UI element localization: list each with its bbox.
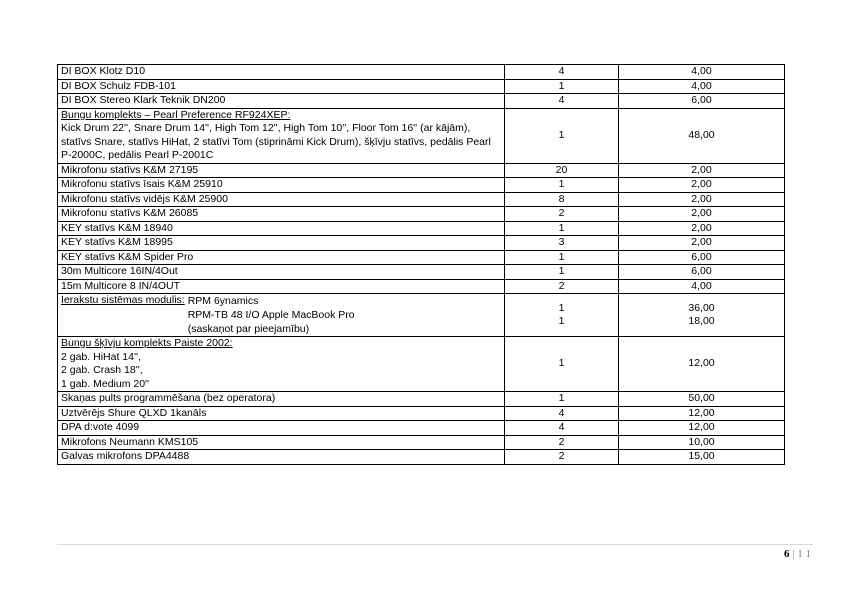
item-qty: 1 <box>505 392 619 407</box>
item-qty: 4 <box>505 94 619 109</box>
item-qty: 2 <box>505 450 619 465</box>
item-price: 2,00 <box>619 163 785 178</box>
item-price: 2,00 <box>619 207 785 222</box>
equipment-table <box>57 64 785 465</box>
item-name: DI BOX Stereo Klark Teknik DN200 <box>58 94 505 109</box>
item-qty: 4 <box>505 406 619 421</box>
drum-kit-description: Kick Drum 22'', Snare Drum 14'', High Tom 12'', High Tom 10'', Floor Tom 16'' (ar kājām), statīvs Snare, statīvs HiHat, 2 statīvi Tom (stiprināmi Kick Drum), šķīvju statīvs, pedālis Pearl P-2000C, pedālis Pearl P-2001C <box>61 122 491 161</box>
table-row <box>58 250 785 265</box>
item-name: Mikrofonu statīvs K&M 26085 <box>58 207 505 222</box>
item-qty: 2 <box>505 435 619 450</box>
item-price: 15,00 <box>619 450 785 465</box>
cymbals-line: 2 gab. Crash 18'', <box>61 364 143 376</box>
recording-model-1: RPM 6ynamics <box>187 295 259 307</box>
item-name: DI BOX Klotz D10 <box>58 65 505 80</box>
item-qty: 4 <box>505 421 619 436</box>
table-row <box>58 450 785 465</box>
equipment-table-container <box>57 64 785 465</box>
item-name: KEY statīvs K&M Spider Pro <box>58 250 505 265</box>
item-qty: 1 <box>505 221 619 236</box>
item-price: 48,00 <box>619 108 785 163</box>
item-name: Skaņas pults programmēšana (bez operatora) <box>58 392 505 407</box>
table-row <box>58 435 785 450</box>
table-row <box>58 406 785 421</box>
item-price: 50,00 <box>619 392 785 407</box>
item-price: 12,00 <box>619 421 785 436</box>
table-row <box>58 221 785 236</box>
recording-model-2: RPM-TB 48 I/O Apple MacBook Pro <box>187 309 355 321</box>
table-row-drum-kit <box>58 108 785 163</box>
item-qty: 20 <box>505 163 619 178</box>
item-price: 6,00 <box>619 265 785 280</box>
item-qty: 1 <box>505 337 619 392</box>
item-price: 6,00 <box>619 250 785 265</box>
item-price: 2,00 <box>619 192 785 207</box>
recording-qty: 1 1 <box>505 294 619 337</box>
cymbals-line: 2 gab. HiHat 14'', <box>61 350 141 363</box>
item-name: DI BOX Schulz FDB-101 <box>58 79 505 94</box>
table-row <box>58 207 785 222</box>
item-name: Mikrofonu statīvs īsais K&M 25910 <box>58 178 505 193</box>
cymbals-line: 1 gab. Medium 20'' <box>61 377 150 390</box>
item-qty: 1 <box>505 265 619 280</box>
item-price: 12,00 <box>619 337 785 392</box>
cymbals-title: Bungu šķīvju komplekts Paiste 2002: <box>61 337 233 349</box>
page-number <box>784 548 811 560</box>
item-name: Mikrofonu statīvs vidējs K&M 25900 <box>58 192 505 207</box>
item-name: KEY statīvs K&M 18940 <box>58 221 505 236</box>
item-name: 15m Multicore 8 IN/4OUT <box>58 279 505 294</box>
item-qty: 1 <box>505 108 619 163</box>
item-qty: 1 <box>505 250 619 265</box>
item-price: 4,00 <box>619 79 785 94</box>
table-row-cymbals <box>58 337 785 392</box>
recording-price: 36,00 18,00 <box>619 294 785 337</box>
cymbals-cell <box>58 337 505 392</box>
item-price: 2,00 <box>619 178 785 193</box>
item-qty: 2 <box>505 207 619 222</box>
item-qty: 2 <box>505 279 619 294</box>
table-row <box>58 392 785 407</box>
table-row <box>58 192 785 207</box>
item-name: Galvas mikrofons DPA4488 <box>58 450 505 465</box>
item-name: Mikrofonu statīvs K&M 27195 <box>58 163 505 178</box>
recording-label: Ierakstu sistēmas modulis: <box>61 294 185 306</box>
table-row <box>58 236 785 251</box>
item-name: Uztvērējs Shure QLXD 1kanāls <box>58 406 505 421</box>
item-price: 2,00 <box>619 236 785 251</box>
table-row <box>58 163 785 178</box>
item-name: DPA d:vote 4099 <box>58 421 505 436</box>
total-pages: 1 1 <box>797 548 811 560</box>
item-price: 10,00 <box>619 435 785 450</box>
item-price: 6,00 <box>619 94 785 109</box>
item-qty: 4 <box>505 65 619 80</box>
drum-kit-cell <box>58 108 505 163</box>
item-name: KEY statīvs K&M 18995 <box>58 236 505 251</box>
current-page: 6 <box>784 548 790 560</box>
item-price: 2,00 <box>619 221 785 236</box>
table-row <box>58 421 785 436</box>
item-name: Mikrofons Neumann KMS105 <box>58 435 505 450</box>
item-name: 30m Multicore 16IN/4Out <box>58 265 505 280</box>
item-price: 4,00 <box>619 65 785 80</box>
table-row <box>58 265 785 280</box>
drum-kit-title: Bungu komplekts – Pearl Preference RF924XEP: <box>61 108 291 121</box>
page-separator: | <box>792 548 795 560</box>
item-qty: 3 <box>505 236 619 251</box>
table-row <box>58 65 785 80</box>
table-row <box>58 79 785 94</box>
item-price: 12,00 <box>619 406 785 421</box>
footer-divider <box>57 544 813 545</box>
table-row <box>58 178 785 193</box>
recording-note: (saskaņot par pieejamību) <box>187 323 310 335</box>
recording-cell <box>58 294 505 337</box>
table-row <box>58 279 785 294</box>
item-qty: 1 <box>505 178 619 193</box>
table-row <box>58 94 785 109</box>
item-qty: 8 <box>505 192 619 207</box>
table-row-recording <box>58 294 785 337</box>
item-price: 4,00 <box>619 279 785 294</box>
item-qty: 1 <box>505 79 619 94</box>
